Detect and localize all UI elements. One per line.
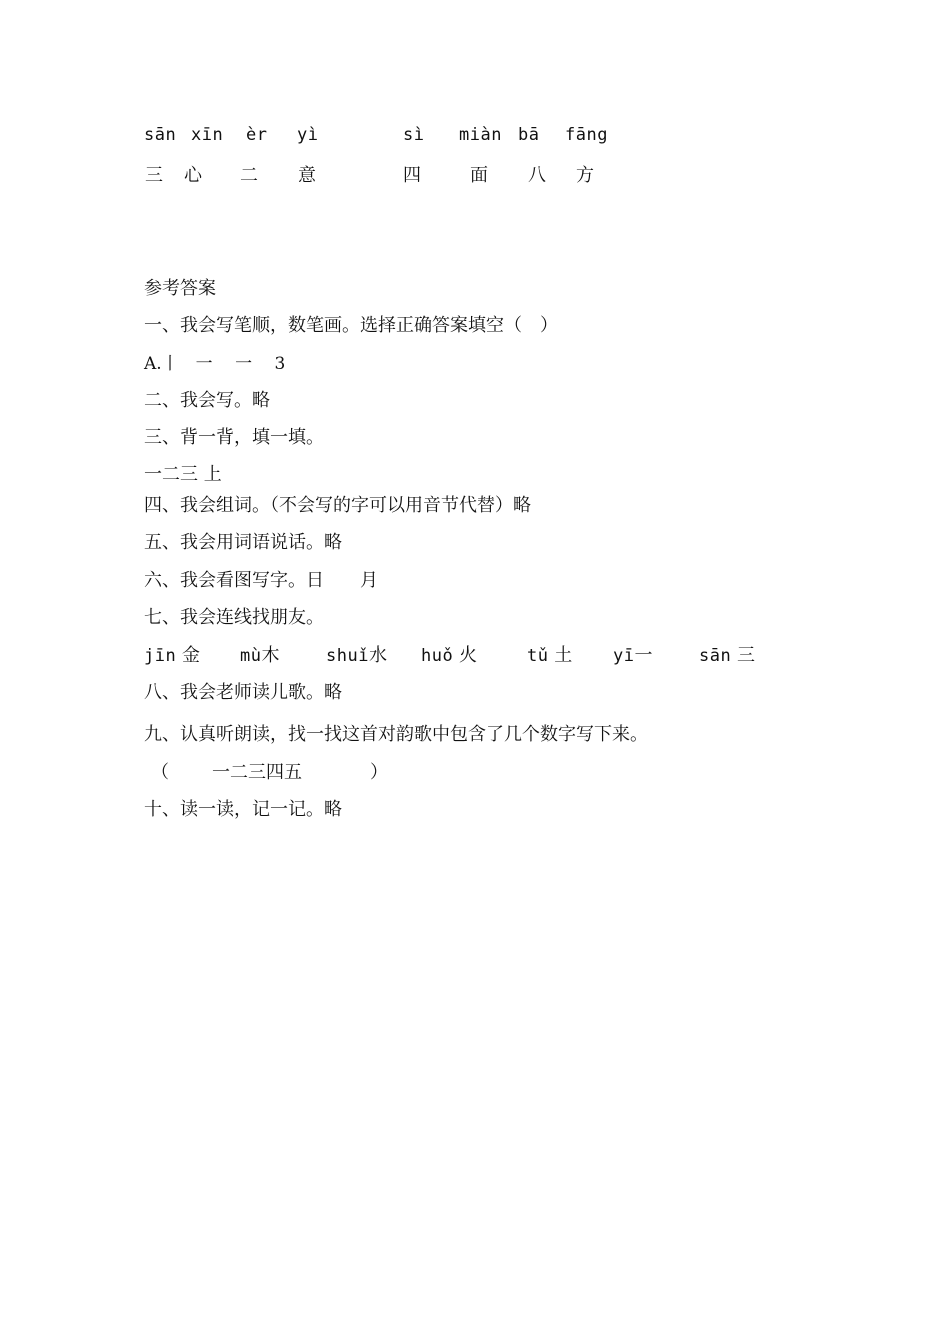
pinyin-fang: fāng <box>565 125 608 145</box>
char-yi: 意 <box>298 165 316 186</box>
pair-item: sān 三 <box>699 645 755 666</box>
pair-item: tǔ 土 <box>527 645 573 666</box>
char-er: 二 <box>240 165 258 186</box>
question-5: 五、我会用词语说话。略 <box>144 532 342 553</box>
char-fang: 方 <box>576 165 594 186</box>
question-2: 二、我会写。略 <box>144 390 270 411</box>
pinyin-xin: xīn <box>191 125 224 145</box>
pair-item: shuǐ水 <box>326 645 387 666</box>
pinyin-er: èr <box>246 125 268 145</box>
pair-item: mù木 <box>240 645 280 666</box>
question-7: 七、我会连线找朋友。 <box>144 607 324 628</box>
pinyin-ba: bā <box>518 125 540 145</box>
question-8: 八、我会老师读儿歌。略 <box>144 682 342 703</box>
question-1: 一、我会写笔顺，数笔画。选择正确答案填空（ ） <box>144 315 558 336</box>
pair-item: jīn 金 <box>144 645 200 666</box>
question-4: 四、我会组词。（不会写的字可以用音节代替）略 <box>144 495 531 516</box>
answer-3: 一二三 上 <box>144 464 222 485</box>
char-ba: 八 <box>528 165 546 186</box>
char-xin: 心 <box>184 165 202 186</box>
question-9: 九、认真听朗读，找一找这首对韵歌中包含了几个数字写下来。 <box>144 724 648 745</box>
question-10: 十、读一读，记一记。略 <box>144 799 342 820</box>
answer-title: 参考答案 <box>144 278 216 299</box>
pinyin-yi: yì <box>297 125 319 145</box>
pinyin-si: sì <box>403 125 425 145</box>
answer-9-text: 一二三四五 <box>212 762 302 783</box>
bracket-open: （ <box>151 762 169 783</box>
pair-item: yī一 <box>613 645 653 666</box>
bracket-close: ） <box>370 762 388 783</box>
char-san: 三 <box>145 165 163 186</box>
answer-1: A.丨 一 一 3 <box>144 354 286 374</box>
question-3: 三、背一背，填一填。 <box>144 427 324 448</box>
pinyin-mian: miàn <box>459 125 502 145</box>
pinyin-san: sān <box>144 125 177 145</box>
char-mian: 面 <box>470 165 488 186</box>
question-6: 六、我会看图写字。日 月 <box>144 570 378 591</box>
pair-item: huǒ 火 <box>421 645 477 666</box>
char-si: 四 <box>403 165 421 186</box>
